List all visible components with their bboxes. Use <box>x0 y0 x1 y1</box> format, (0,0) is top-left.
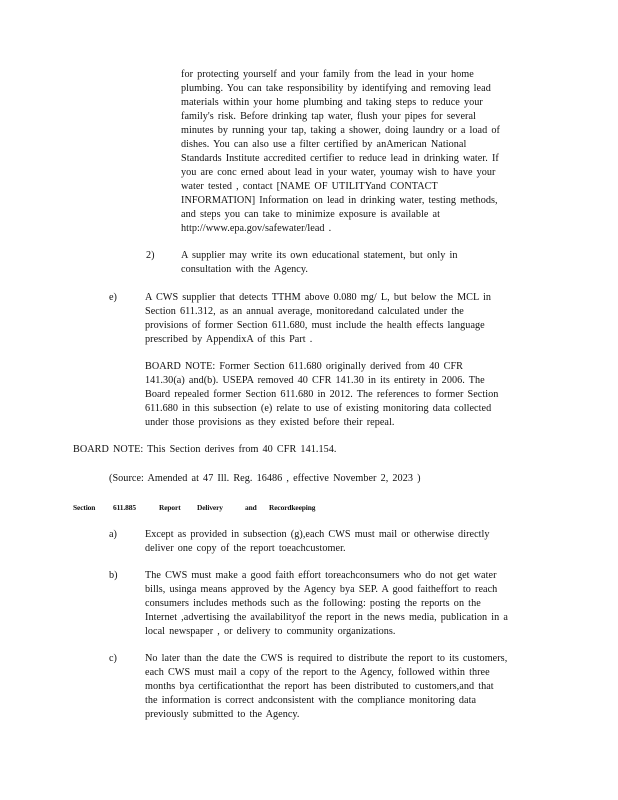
paragraph-item-a <box>145 528 490 556</box>
item-marker-b: b) <box>109 570 118 581</box>
text-line: the information is correct andconsistent with the compliance monitoring data <box>145 695 477 706</box>
source-note: (Source: Amended at 47 Ill. Reg. 16486 , effective November 2, 2023 ) <box>109 473 421 484</box>
text-line: consultation with the Agency. <box>181 264 308 275</box>
text-line: months bya certificationthat the report has been distributed to customers,and that <box>145 681 494 692</box>
section-heading <box>73 503 315 513</box>
text-line: each CWS must mail a copy of the report to the Agency, followed within three <box>145 667 490 678</box>
paragraph-item-c <box>145 652 507 722</box>
text-line: A CWS supplier that detects TTHM above 0.080 mg/ L, but below the MCL in <box>145 292 492 303</box>
section-title-word: Delivery <box>197 503 223 512</box>
text-line: Standards Institute accredited certifier to reduce lead in drinking water. If <box>181 153 499 164</box>
text-line: A supplier may write its own educational statement, but only in <box>181 250 458 261</box>
section-title-word: Recordkeeping <box>269 503 316 512</box>
paragraph-item-e <box>145 291 491 347</box>
item-marker-e: e) <box>109 292 117 303</box>
text-line: water tested , contact [NAME OF UTILITYand CONTACT <box>181 181 438 192</box>
text-line: Section 611.312, as an annual average, monitoredand calculated under the <box>145 306 464 317</box>
text-line: provisions of former Section 611.680, must include the health effects language <box>145 320 485 331</box>
text-line: and steps you can take to minimize exposure is available at <box>181 209 440 220</box>
text-line: family's risk. Before drinking tap water, flush your pipes for several <box>181 111 476 122</box>
text-line: you are conc erned about lead in your water, youmay wish to have your <box>181 167 496 178</box>
item-marker-c: c) <box>109 653 117 664</box>
text-line: The CWS must make a good faith effort toreachconsumers who do not get water <box>145 570 497 581</box>
section-title-word: and <box>245 503 257 512</box>
board-note-derivation: BOARD NOTE: This Section derives from 40 CFR 141.154. <box>73 444 337 455</box>
text-line: BOARD NOTE: Former Section 611.680 originally derived from 40 CFR <box>145 361 464 372</box>
text-line: local newspaper , or delivery to community organizations. <box>145 626 396 637</box>
text-line: http://www.epa.gov/safewater/lead . <box>181 223 332 234</box>
paragraph-lead-protection <box>181 68 500 236</box>
text-line: prescribed by AppendixA of this Part . <box>145 334 313 345</box>
item-marker-2: 2) <box>146 250 155 261</box>
text-line: minutes by running your tap, taking a shower, doing laundry or a load of <box>181 125 500 136</box>
text-line: previously submitted to the Agency. <box>145 709 300 720</box>
text-line: deliver one copy of the report toeachcustomer. <box>145 543 346 554</box>
text-line: Except as provided in subsection (g),each CWS must mail or otherwise directly <box>145 529 490 540</box>
text-line: No later than the date the CWS is required to distribute the report to its customers, <box>145 653 508 664</box>
text-line: bills, usinga means approved by the Agency bya SEP. A good faitheffort to reach <box>145 584 498 595</box>
paragraph-item-b <box>145 569 508 639</box>
text-line: Internet ,advertising the availabilityof the report in the news media, publication in a <box>145 612 508 623</box>
text-line: 611.680 in this subsection (e) relate to use of existing monitoring data collected <box>145 403 492 414</box>
section-number: 611.885 <box>113 503 136 512</box>
text-line: materials within your home plumbing and taking steps to reduce your <box>181 97 483 108</box>
paragraph-item-2 <box>181 249 457 277</box>
text-line: 141.30(a) and(b). USEPA removed 40 CFR 141.30 in its entirety in 2006. The <box>145 375 485 386</box>
section-word: Section <box>73 503 96 512</box>
text-line: INFORMATION] Information on lead in drinking water, testing methods, <box>181 195 498 206</box>
board-note-former-section <box>145 360 498 430</box>
text-line: for protecting yourself and your family from the lead in your home <box>181 69 474 80</box>
section-title-word: Report <box>159 503 181 512</box>
item-marker-a: a) <box>109 529 117 540</box>
text-line: consumers includes methods such as the following: posting the reports on the <box>145 598 481 609</box>
text-line: dishes. You can also use a filter certified by anAmerican National <box>181 139 467 150</box>
text-line: under those provisions as they existed before their repeal. <box>145 417 395 428</box>
text-line: Board repealed former Section 611.680 in 2012. The references to former Section <box>145 389 499 400</box>
text-line: plumbing. You can take responsibility by identifying and removing lead <box>181 83 491 94</box>
